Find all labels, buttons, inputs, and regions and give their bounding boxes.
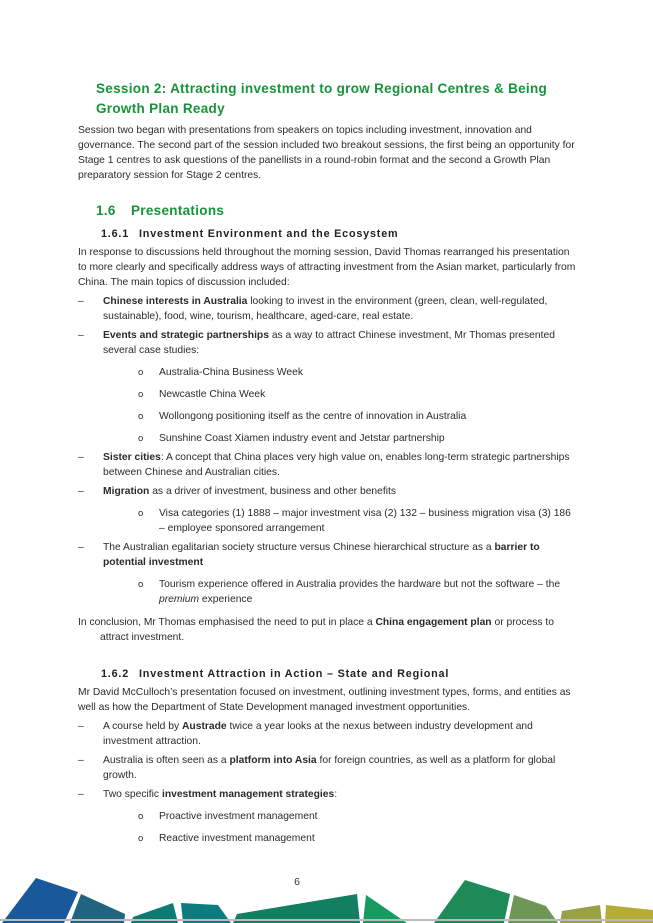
session-heading: Session 2: Attracting investment to grow Regional Centres & Being Growth Plan Ready <box>96 81 548 116</box>
section-1-6-1-bullet-list <box>78 294 578 607</box>
circle-bullet-marker: o <box>138 508 144 519</box>
bullet-text <box>159 387 576 402</box>
section-1-6-2-bullet-list <box>78 719 578 846</box>
bullet-text <box>103 294 576 324</box>
section-1-6-1-intro: In response to discussions held throughout the morning session, David Thomas rearranged his presentation to more clearly and specifically address ways of attracting investment from the Asian market, particularly from China. The main topics of discussion included: <box>78 247 576 288</box>
circle-bullet-marker: o <box>138 579 144 590</box>
text-run: looking to invest in the environment (green, clean, well-regulated, sustainable), food, wine, tourism, healthcare, aged-care, real estate. <box>103 296 548 322</box>
text-run: as a way to attract Chinese investment, Mr Thomas presented several case studies: <box>103 330 555 356</box>
bullet-text <box>103 753 576 783</box>
bullet-item <box>78 328 578 358</box>
text-run: In conclusion, Mr Thomas emphasised the need to put in place a <box>78 617 376 628</box>
bullet-item <box>78 540 578 570</box>
bullet-text <box>159 431 576 446</box>
bullet-text <box>103 719 576 749</box>
dash-bullet-marker: – <box>78 542 84 553</box>
conclusion-paragraph <box>78 615 560 645</box>
bold-text-run: barrier to potential investment <box>103 542 540 568</box>
text-run: experience <box>199 594 253 605</box>
subsection-title: Investment Attraction in Action – State and Regional <box>139 668 450 680</box>
text-run: : A concept that China places very high value on, enables long-term strategic partnerships between Chinese and Australian cities. <box>103 452 570 478</box>
footer-baseline <box>0 919 653 921</box>
bullet-text <box>159 409 576 424</box>
sub-bullet-item <box>138 809 578 824</box>
bullet-text <box>159 506 576 536</box>
footer-decorative-landscape <box>0 855 653 923</box>
bullet-text <box>159 365 576 380</box>
circle-bullet-marker: o <box>138 433 144 444</box>
circle-bullet-marker: o <box>138 833 144 844</box>
section-1-6-1-heading <box>101 227 578 241</box>
bullet-text <box>159 809 576 824</box>
text-run: as a driver of investment, business and other benefits <box>149 486 397 497</box>
decor-polygon-olive <box>508 895 558 923</box>
dash-bullet-marker: – <box>78 296 84 307</box>
dash-bullet-marker: – <box>78 330 84 341</box>
text-run: A course held by <box>103 721 182 732</box>
decor-polygon-green-peak <box>363 895 407 923</box>
text-run: or process to attract investment. <box>100 617 554 643</box>
dash-bullet-marker: – <box>78 755 84 766</box>
bullet-item <box>78 787 578 802</box>
bold-text-run: China engagement plan <box>375 617 492 628</box>
text-run: The Australian egalitarian society structure versus Chinese hierarchical structure as a <box>103 542 495 553</box>
sub-bullet-item <box>138 387 578 402</box>
text-run: Visa categories (1) 1888 – major investment visa (2) 132 – business migration visa (3) 186 – employee sponsored arrangement <box>159 508 571 534</box>
sub-bullet-item <box>138 365 578 380</box>
circle-bullet-marker: o <box>138 411 144 422</box>
decor-polygon-steel-teal <box>70 894 125 923</box>
text-run: Proactive investment management <box>159 811 318 822</box>
text-run: Australia is often seen as a <box>103 755 230 766</box>
page-number: 6 <box>294 876 300 888</box>
sub-bullet-item <box>138 577 578 607</box>
bold-text-run: Sister cities <box>103 452 161 463</box>
dash-bullet-marker: – <box>78 452 84 463</box>
bold-text-run: Austrade <box>182 721 227 732</box>
section-number: 1.6 <box>96 203 116 218</box>
subsection-number: 1.6.2 <box>101 668 130 680</box>
dash-bullet-marker: – <box>78 486 84 497</box>
decor-polygon-big-green <box>434 880 510 923</box>
bold-text-run: Migration <box>103 486 150 497</box>
section-1-6-heading <box>96 202 578 220</box>
bold-text-run: investment management strategies <box>161 789 335 800</box>
section-title: Presentations <box>131 203 225 218</box>
sub-bullet-item <box>138 409 578 424</box>
bold-text-run: Chinese interests in Australia <box>103 296 248 307</box>
section-1-6-2-heading <box>101 667 578 681</box>
text-run: : <box>334 789 338 800</box>
bullet-text <box>103 484 576 499</box>
section-1-6-2-intro: Mr David McCulloch’s presentation focused on investment, outlining investment types, forms, and entities as well as how the Department of State Development managed investment opportunities. <box>78 687 571 713</box>
circle-bullet-marker: o <box>138 367 144 378</box>
bullet-item <box>78 294 578 324</box>
bullet-item <box>78 484 578 499</box>
bullet-item <box>78 450 578 480</box>
text-run: Two specific <box>103 789 162 800</box>
bold-text-run: Events and strategic partnerships <box>103 330 269 341</box>
bullet-text <box>103 787 576 802</box>
text-run: Wollongong positioning itself as the centre of innovation in Australia <box>159 411 467 422</box>
text-run: Sunshine Coast Xiamen industry event and Jetstar partnership <box>159 433 445 444</box>
bullet-item <box>78 753 578 783</box>
subsection-number: 1.6.1 <box>101 228 130 240</box>
text-run: twice a year looks at the nexus between industry development and investment attraction. <box>103 721 533 747</box>
bold-text-run: platform into Asia <box>229 755 317 766</box>
bullet-text <box>159 577 576 607</box>
sub-bullet-item <box>138 431 578 446</box>
text-run: Reactive investment management <box>159 833 315 844</box>
italic-text-run: premium <box>159 594 200 605</box>
decor-polygon-sea-wedge <box>233 894 360 923</box>
dash-bullet-marker: – <box>78 789 84 800</box>
sub-bullet-item <box>138 831 578 846</box>
session-intro-paragraph: Session two began with presentations from speakers on topics including investment, innovation and governance. The second part of the session included two breakout sessions, the first being an opportunity for Stage 1 centres to ask questions of the panellists in a round-robin format and the second a Growth Plan preparatory session for Stage 2 centres. <box>78 125 575 181</box>
text-run: for foreign countries, as well as a platform for global growth. <box>103 755 556 781</box>
text-run: Australia-China Business Week <box>159 367 304 378</box>
decor-polygon-blue <box>2 878 78 923</box>
bullet-item <box>78 719 578 749</box>
bullet-text <box>103 450 576 480</box>
subsection-title: Investment Environment and the Ecosystem <box>139 228 399 240</box>
text-run: Newcastle China Week <box>159 389 266 400</box>
bullet-text <box>159 831 576 846</box>
dash-bullet-marker: – <box>78 721 84 732</box>
bullet-text <box>103 328 576 358</box>
sub-bullet-item <box>138 506 578 536</box>
circle-bullet-marker: o <box>138 811 144 822</box>
text-run: Tourism experience offered in Australia provides the hardware but not the software – the <box>159 579 561 590</box>
bullet-text <box>103 540 576 570</box>
circle-bullet-marker: o <box>138 389 144 400</box>
